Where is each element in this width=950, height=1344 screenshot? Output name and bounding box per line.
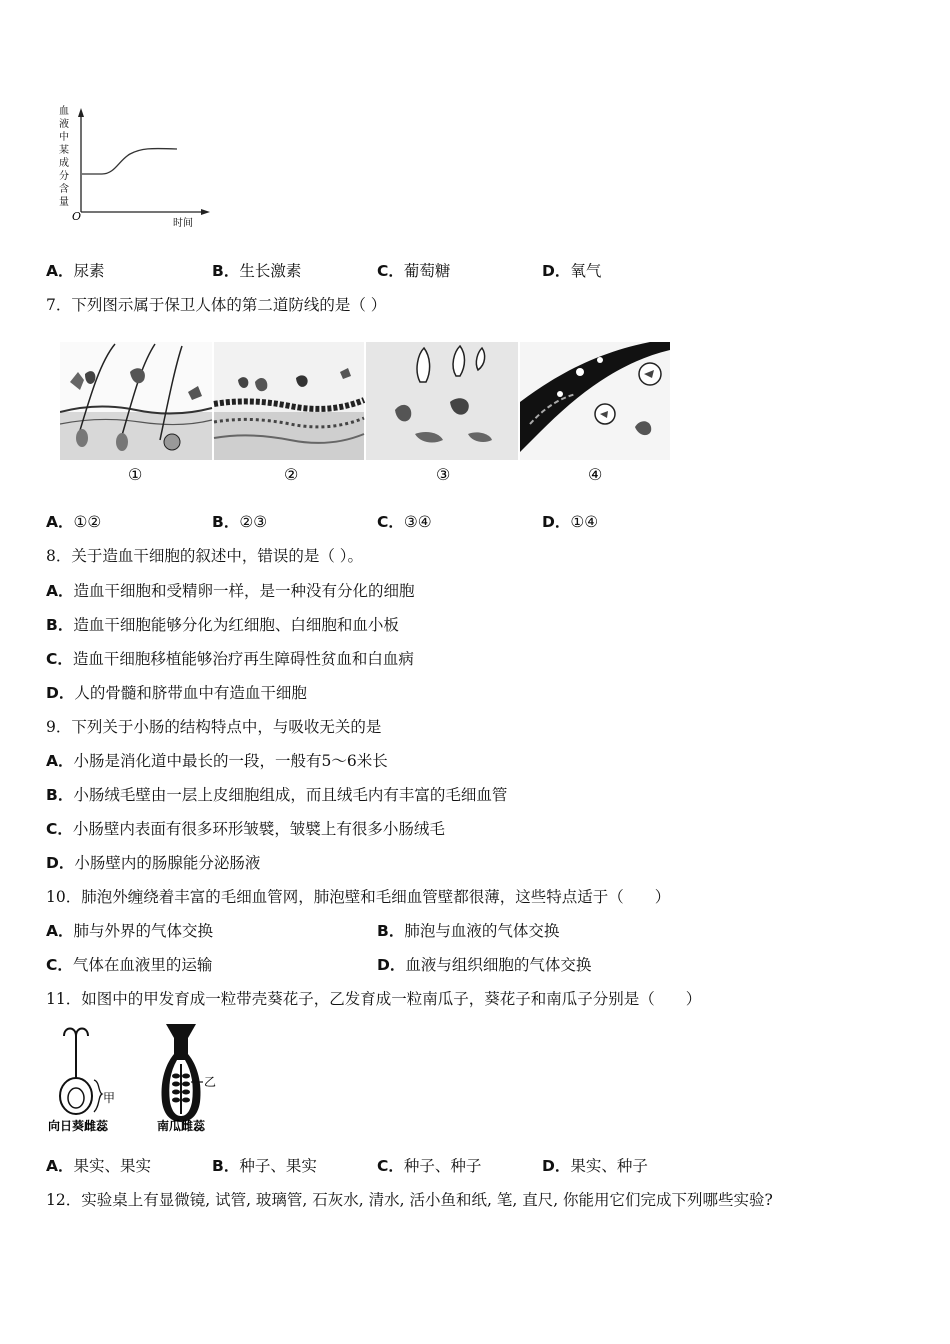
q9-option-a[interactable]: A．小肠是消化道中最长的一段，一般有5～6米长: [46, 752, 388, 770]
graph-x-arrow: [201, 209, 210, 215]
panel-label: ①: [128, 465, 143, 484]
q6-option-d[interactable]: D．氧气: [542, 262, 602, 280]
q11-stem: 11．如图中的甲发育成一粒带壳葵花子，乙发育成一粒南瓜子，葵花子和南瓜子分别是（ ）: [46, 990, 702, 1008]
graph-ylabel-char: 含: [59, 184, 69, 195]
panel-mucosa: [214, 342, 364, 460]
q8-option-a[interactable]: A．造血干细胞和受精卵一样，是一种没有分化的细胞: [46, 582, 415, 600]
q7-figure: [60, 342, 670, 487]
panel-label: ③: [436, 465, 451, 484]
panel-immune: [520, 342, 670, 460]
graph-curve: [82, 149, 177, 174]
q11-option-d[interactable]: D．果实、种子: [542, 1157, 648, 1175]
defense-lines-svg: [60, 342, 670, 487]
q6-option-c[interactable]: C．葡萄糖: [377, 262, 451, 280]
q7-option-c[interactable]: C．③④: [377, 513, 432, 531]
panel-phagocytes: [366, 342, 518, 460]
graph-ylabel-char: 分: [59, 171, 69, 182]
graph-ylabel-char: 血: [59, 106, 69, 117]
graph-xlabel: 时间: [173, 218, 193, 229]
q12-stem: 12．实验桌上有显微镜, 试管, 玻璃管, 石灰水, 清水, 活小鱼和纸, 笔, 直尺, 你能用它们完成下列哪些实验?: [46, 1191, 773, 1209]
graph-ylabel-char: 液: [59, 119, 69, 130]
q7-stem: 7．下列图示属于保卫人体的第二道防线的是（ ）: [46, 296, 387, 314]
panel-label: ②: [284, 465, 299, 484]
graph-ylabel-char: 中: [59, 132, 69, 143]
graph-ylabel: [59, 105, 69, 208]
panel-skin: [60, 342, 212, 460]
graph-svg: [55, 100, 215, 230]
sunflower-pistil: [48, 1029, 115, 1134]
q8-option-d[interactable]: D．人的骨髓和脐带血中有造血干细胞: [46, 684, 307, 702]
graph-ylabel-char: 某: [59, 145, 69, 156]
pumpkin-label: 南瓜雌蕊: [157, 1119, 206, 1133]
blood-content-graph: [55, 100, 215, 230]
q11-option-c[interactable]: C．种子、种子: [377, 1157, 482, 1175]
q9-option-b[interactable]: B．小肠绒毛壁由一层上皮细胞组成，而且绒毛内有丰富的毛细血管: [46, 786, 508, 804]
q9-option-c[interactable]: C．小肠壁内表面有很多环形皱襞，皱襞上有很多小肠绒毛: [46, 820, 445, 838]
panel-label: ④: [588, 465, 603, 484]
pistils-svg: [46, 1020, 236, 1138]
graph-origin: O: [72, 210, 82, 223]
q6-option-a[interactable]: A．尿素: [46, 262, 105, 280]
q11-option-a[interactable]: A．果实、果实: [46, 1157, 152, 1175]
sunflower-label: 向日葵雌蕊: [48, 1119, 109, 1133]
q7-option-b[interactable]: B．②③: [212, 513, 268, 531]
q9-option-d[interactable]: D．小肠壁内的肠腺能分泌肠液: [46, 854, 261, 872]
q10-stem: 10．肺泡外缠绕着丰富的毛细血管网，肺泡壁和毛细血管壁都很薄，这些特点适于（ ）: [46, 888, 671, 906]
pumpkin-mark: 乙: [204, 1075, 217, 1089]
q10-option-b[interactable]: B．肺泡与血液的气体交换: [377, 922, 560, 940]
q6-option-b[interactable]: B．生长激素: [212, 262, 302, 280]
q7-option-a[interactable]: A．①②: [46, 513, 102, 531]
q11-figure: [46, 1020, 236, 1138]
q8-option-c[interactable]: C．造血干细胞移植能够治疗再生障碍性贫血和白血病: [46, 650, 414, 668]
sunflower-mark: 甲: [103, 1091, 116, 1105]
graph-y-arrow: [78, 108, 84, 117]
panel-labels: [128, 465, 602, 484]
q7-option-d[interactable]: D．①④: [542, 513, 599, 531]
pumpkin-pistil: [157, 1024, 216, 1133]
q10-option-a[interactable]: A．肺与外界的气体交换: [46, 922, 214, 940]
q11-option-b[interactable]: B．种子、果实: [212, 1157, 317, 1175]
q10-option-d[interactable]: D．血液与组织细胞的气体交换: [377, 956, 592, 974]
q9-stem: 9．下列关于小肠的结构特点中，与吸收无关的是: [46, 718, 382, 736]
q10-option-c[interactable]: C．气体在血液里的运输: [46, 956, 213, 974]
graph-ylabel-char: 量: [59, 197, 69, 208]
q8-option-b[interactable]: B．造血干细胞能够分化为红细胞、白细胞和血小板: [46, 616, 399, 634]
graph-ylabel-char: 成: [59, 158, 69, 169]
q8-stem: 8．关于造血干细胞的叙述中，错误的是（ ）。: [46, 547, 364, 565]
